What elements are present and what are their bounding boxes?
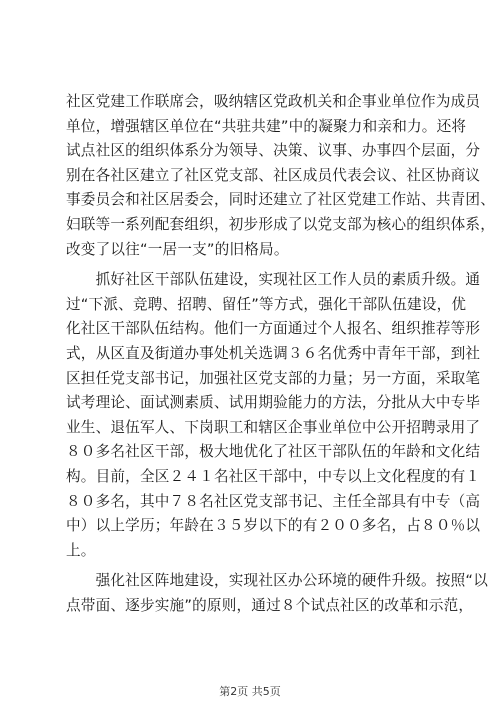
paragraph-cadre-team (66, 268, 481, 563)
text-line: 业生、退伍军人、下岗职工和辖区企事业单位中公开招聘录用了 (66, 418, 481, 436)
text-line: 过“下派、竞聘、招聘、留任”等方式，强化干部队伍建设，优 (66, 295, 467, 313)
text-line: 中）以上学历；年龄在３５岁以下的有２００多名，占８０％以 (66, 517, 481, 535)
text-line: 化社区干部队伍结构。他们一方面通过个人报名、组织推荐等形 (66, 320, 481, 338)
text-line: 妇联等一系列配套组织，初步形成了以党支部为核心的组织体系， (66, 215, 496, 233)
text-line: 抓好社区干部队伍建设，实现社区工作人员的素质升级。通 (66, 271, 481, 289)
page-number: 第2页 共5页 (219, 685, 281, 698)
paragraph-organization (66, 90, 496, 262)
text-line: 社区党建工作联席会，吸纳辖区党政机关和企事业单位作为成员 (66, 93, 481, 110)
text-line: 式，从区直及街道办事处机关选调３６名优秀中青年干部，到社 (66, 344, 481, 362)
text-line: 单位，增强辖区单位在“共驻共建”中的凝聚力和亲和力。还将 (66, 117, 467, 135)
text-line: 构。目前，全区２４１名社区干部中，中专以上文化程度的有１ (66, 467, 481, 485)
text-line: 别在各社区建立了社区党支部、社区成员代表会议、社区协商议 (66, 166, 481, 184)
text-line: 改变了以往“一居一支”的旧格局。 (66, 240, 289, 258)
text-line: 点带面、逐步实施”的原则，通过８个试点社区的改革和示范， (66, 596, 474, 614)
text-line: ８０多名社区干部，极大地优化了社区干部队伍的年龄和文化结 (66, 443, 481, 461)
text-line: 事委员会和社区居委会，同时还建立了社区党建工作站、共青团、 (66, 191, 496, 209)
document-body (66, 90, 496, 618)
text-line: 强化社区阵地建设，实现社区办公环境的硬件升级。按照“以 (66, 572, 488, 590)
paragraph-facilities (66, 569, 488, 618)
text-line: ８０多名，其中７８名社区党支部书记、主任全部具有中专（高 (66, 492, 481, 510)
text-line: 试考理论、面试测素质、试用期验能力的方法，分批从大中专毕 (66, 394, 481, 412)
text-line: 区担任党支部书记，加强社区党支部的力量；另一方面，采取笔 (66, 369, 481, 387)
text-line: 试点社区的组织体系分为领导、决策、议事、办事四个层面，分 (66, 142, 481, 160)
text-line: 上。 (66, 541, 96, 559)
